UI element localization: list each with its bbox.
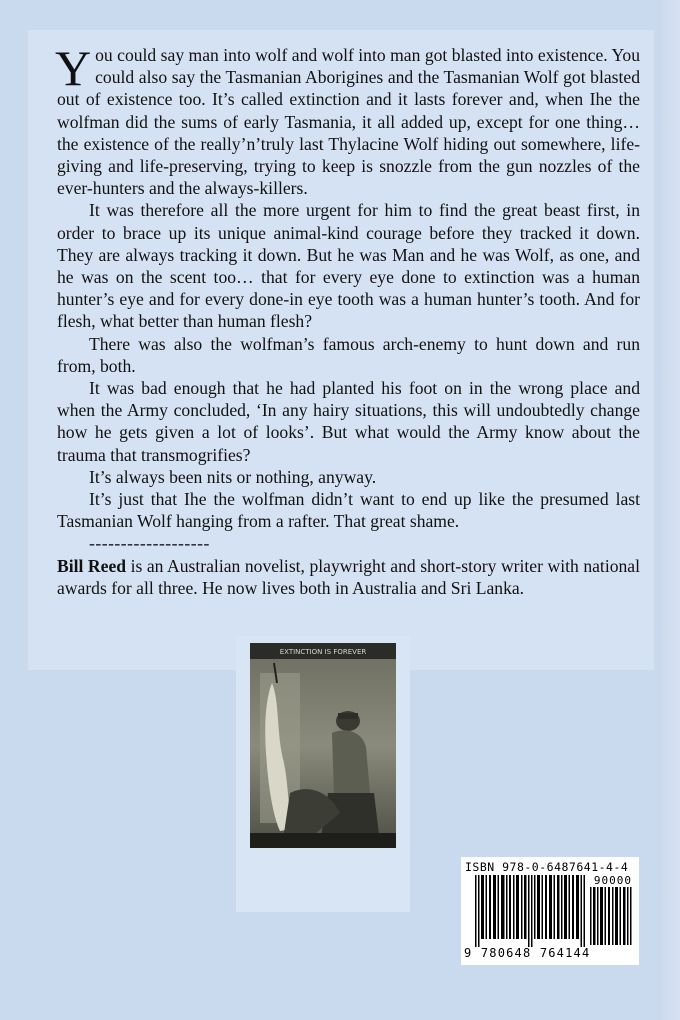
ean-digits: 9 780648 764144 [464, 946, 591, 960]
author-name: Bill Reed [57, 555, 127, 576]
drop-cap: Y [55, 40, 92, 96]
author-bio [57, 555, 640, 599]
isbn-barcode [461, 857, 639, 965]
barcode-addon-digits: 90000 [593, 874, 632, 887]
blurb-paragraph-3: There was also the wolfman’s famous arch-enemy to hunt down and run from, both. [57, 333, 640, 376]
cover-title: EXTINCTION IS FOREVER [279, 648, 367, 656]
blurb-paragraph-1 [55, 40, 640, 199]
cover-photo-illustration [250, 643, 396, 848]
isbn-label: ISBN 978-0-6487641-4-4 [465, 860, 629, 874]
back-cover-blurb [55, 40, 640, 599]
author-bio-text: is an Australian novelist, playwright and short-story writer with national awards for all three. He now lives both in Australia and Sri Lanka. [57, 555, 640, 598]
blurb-paragraph-1-text: ou could say man into wolf and wolf into man got blasted into existence. You could also say the Tasmanian Aborigines and the Tasmanian Wolf got blasted out of existence too. It’s called extinction and it lasts forever and, when Ihe the wolfman did the sums of early Tasmania, it all added up, except for one thing… the existence of the really’n’truly last Thylacine Wolf hiding out somewhere, life-giving and life-preserving, trying to keep is snozzle from the gun nozzles of the ever-hunters and the always-killers. [57, 45, 640, 199]
barcode-main-bars [475, 875, 587, 947]
spine-edge [658, 0, 680, 1020]
separator-line: ------------------- [89, 533, 210, 554]
cover-thumbnail [250, 643, 396, 848]
blurb-paragraph-6: It’s just that Ihe the wolfman didn’t want to end up like the presumed last Tasmanian Wolf hanging from a rafter. That great shame. [57, 489, 640, 532]
blurb-paragraph-4: It was bad enough that he had planted his foot on in the wrong place and when the Army concluded, ‘In any hairy situations, this will undoubtedly change how he gets given a lot of looks’. But what would the Army know about the trauma that transmogrifies? [57, 378, 640, 465]
barcode-addon-bars [590, 887, 632, 945]
blurb-paragraph-5: It’s always been nits or nothing, anyway. [89, 466, 377, 487]
blurb-paragraph-2: It was therefore all the more urgent for him to find the great beast first, in order to brace up its unique animal-kind courage before they tracked it down. They are always tracking it down. But he was Man and he was Wolf, as one, and he was on the scent too… that for every eye done to extinction was a human hunter’s eye and for every done-in eye tooth was a human hunter’s tooth. And for flesh, what better than human flesh? [57, 200, 640, 332]
